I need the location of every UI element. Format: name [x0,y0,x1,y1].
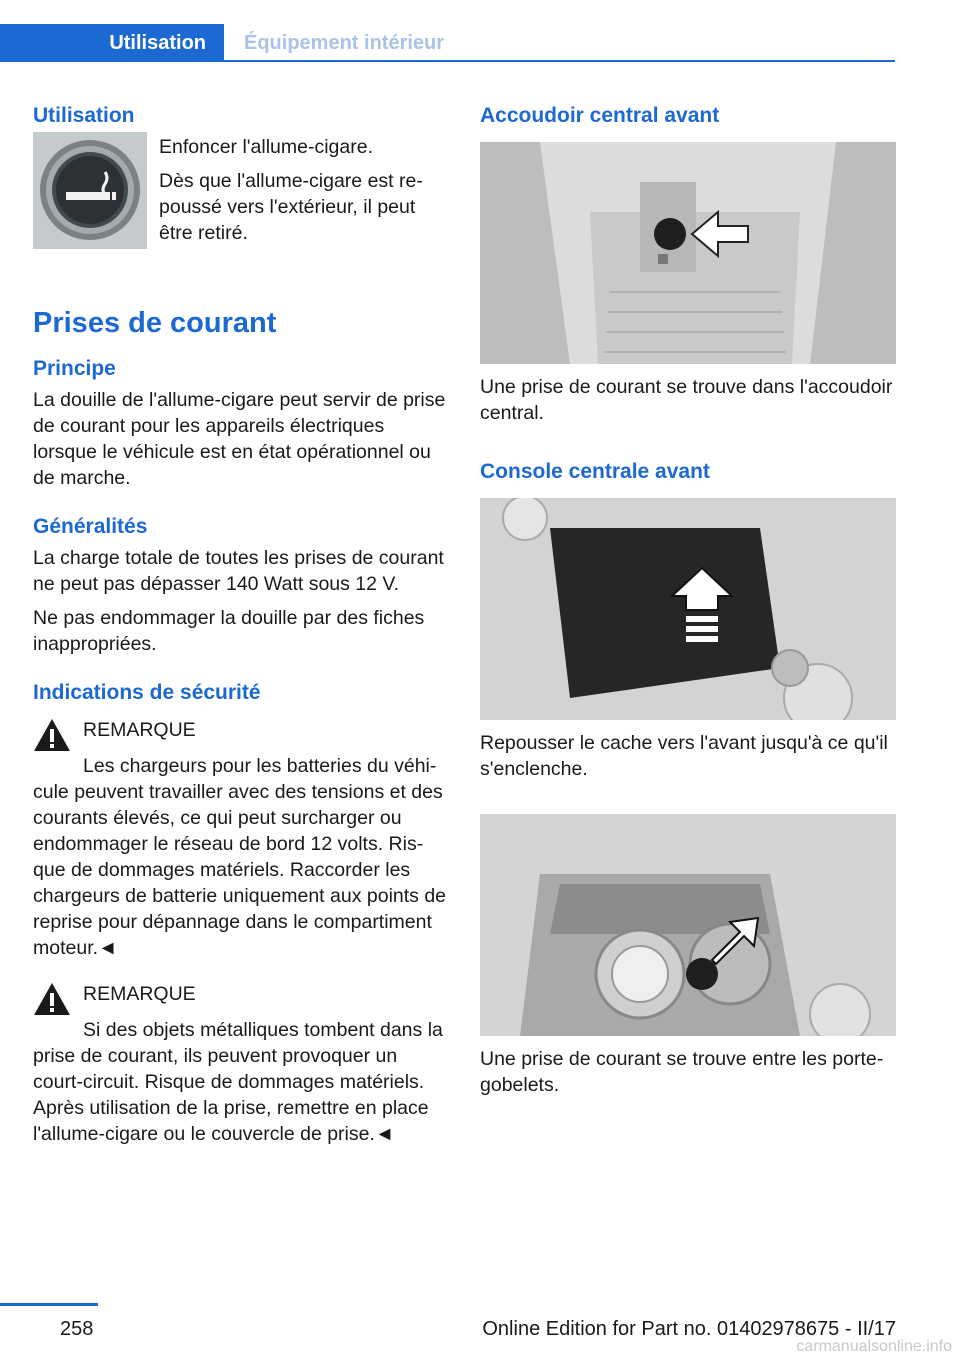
page-number: 258 [60,1318,94,1340]
console-text-1: Repousser le cache vers l'avant jusqu'à ce qu'il s'enclenche. [480,732,888,780]
warning-2-title: REMARQUE [83,983,196,1005]
warning-2 [33,981,447,1147]
utilisation-p2: Dès que l'allume-cigare est repoussé vers l'extérieur, il peut être retiré. [159,170,423,244]
header-divider [224,60,895,62]
warning-triangle-icon [33,981,71,1017]
generalites-p1: La charge totale de toutes les prises de courant ne peut pas dépasser 140 Watt sous 12 V. [33,547,444,595]
principe-text: La douille de l'allume-cigare peut servir de prise de courant pour les appareils électriques lorsque le véhicule est en état opérationnel ou de marche. [33,389,446,489]
utilisation-p1: Enfoncer l'allume-cigare. [159,136,373,158]
utilisation-block [33,138,447,249]
prises-heading: Prises de courant [33,307,277,339]
cupholder-image [480,814,896,1036]
console-cover-image [480,498,896,720]
warning-1 [33,717,447,961]
edition-note: Online Edition for Part no. 01402978675 - II/17 [482,1318,896,1340]
warning-1-text: Les chargeurs pour les batteries du véhicule peuvent travailler avec des tensions et des courants élevés, ce qui peut surcharger ou endommager le réseau de bord 12 volts. Risque de dommages matériels. Raccorder les chargeurs de batterie uniquement aux points de reprise pour dépannage dans le compartiment moteur.◄ [33,755,447,959]
left-column [33,98,447,1147]
principe-heading: Principe [33,357,116,380]
warning-2-text: Si des objets métalliques tombent dans la prise de courant, ils peuvent provoquer un court-circuit. Risque de dommages matériels. Après utilisation de la prise, remettre en place l'allume-cigare ou le couvercle de prise.◄ [33,1019,443,1145]
accoudoir-text: Une prise de courant se trouve dans l'accoudoir central. [480,376,893,424]
tab-utilisation[interactable]: Utilisation [0,24,224,62]
warning-1-title: REMARQUE [83,719,196,741]
accoudoir-heading: Accoudoir central avant [480,104,720,127]
utilisation-heading: Utilisation [33,104,135,127]
footer-divider [0,1303,98,1306]
armrest-image [480,142,896,364]
page-header [0,0,960,64]
warning-triangle-icon [33,717,71,753]
generalites-heading: Généralités [33,515,148,538]
securite-heading: Indications de sécurité [33,681,261,704]
right-column [480,98,896,1098]
generalites-p2: Ne pas endommager la douille par des fiches inappropriées. [33,607,425,655]
tab-equipement-interieur[interactable]: Équipement intérieur [244,31,445,54]
watermark: carmanualsonline.info [796,1338,952,1355]
console-text-2: Une prise de courant se trouve entre les porte-gobelets. [480,1048,884,1096]
console-heading: Console centrale avant [480,460,710,483]
cigarette-lighter-image [33,132,147,249]
